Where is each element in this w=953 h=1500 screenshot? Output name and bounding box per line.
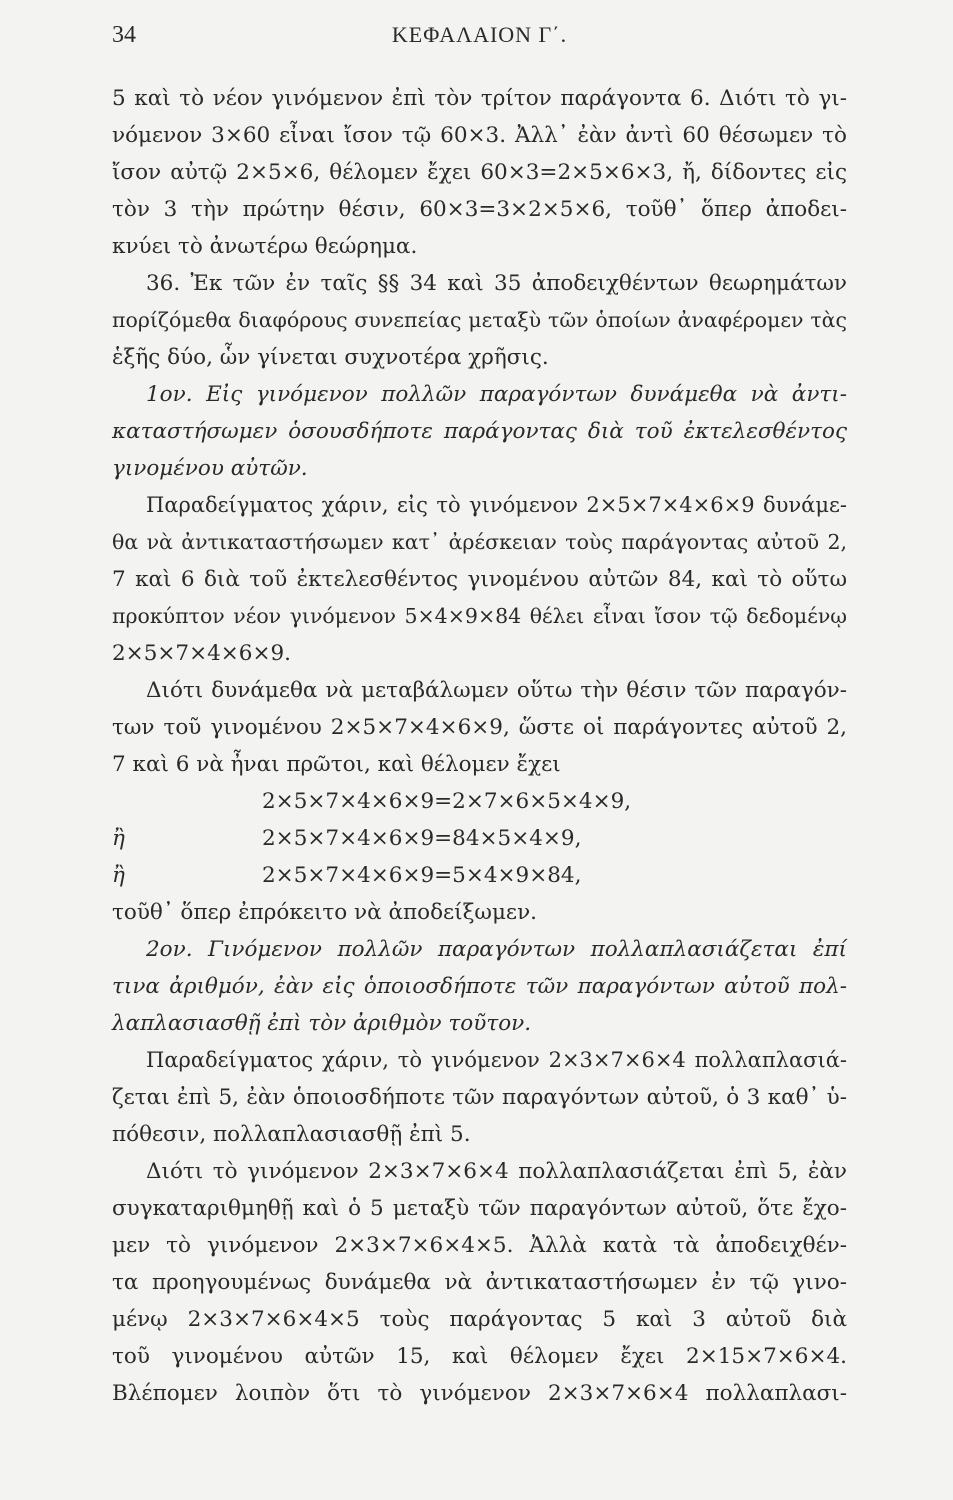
text-line: πορίζόμεθα διαφόρους συνεπείας μεταξὺ τῶν ὁποίων ἀναφέρομεν τὰς	[112, 308, 847, 332]
corollary-1-statement: 1ον. Εἰς γινόμενον πολλῶν παραγόντων δυνάμεθα νὰ ἀντι-	[146, 382, 847, 407]
text-line: 2×5×7×4×6×9.	[112, 641, 291, 666]
text-line: 7 καὶ 6 διὰ τοῦ ἐκτελεσθέντος γινομένου αὐτῶν 84, καὶ τὸ οὕτω	[112, 567, 847, 592]
text-line: νόμενον 3×60 εἶναι ἴσον τῷ 60×3. Ἀλλ᾽ ἐὰν ἀντὶ 60 θέσωμεν τὸ	[112, 123, 847, 148]
corollary-2-statement: λαπλασιασθῇ ἐπὶ τὸν ἀριθμὸν τοῦτον.	[112, 1011, 532, 1036]
text-line: τα προηγουμένως δυνάμεθα νὰ ἀντικαταστήσωμεν ἐν τῷ γινο-	[112, 1270, 847, 1295]
text-line: Διότι τὸ γινόμενον 2×3×7×6×4 πολλαπλασιάζεται ἐπὶ 5, ἐὰν	[146, 1159, 847, 1184]
text-line: Διότι δυνάμεθα νὰ μεταβάλωμεν οὕτω τὴν θέσιν τῶν παραγόν-	[146, 678, 847, 703]
text-line: 5 καὶ τὸ νέον γινόμενον ἐπὶ τὸν τρίτον παράγοντα 6. Διότι τὸ γι-	[112, 86, 847, 111]
text-line: τοῦθ᾽ ὅπερ ἐπρόκειτο νὰ ἀποδείξωμεν.	[112, 900, 537, 925]
body-text	[112, 80, 847, 1412]
text-line: ἴσον αὐτῷ 2×5×6, θέλομεν ἔχει 60×3=2×5×6×3, ἤ, δίδοντες εἰς	[112, 160, 847, 185]
equation: 2×5×7×4×6×9=2×7×6×5×4×9,	[262, 789, 632, 814]
text-line: κνύει τὸ ἀνωτέρω θεώρημα.	[112, 234, 418, 259]
text-line: τοῦ γινομένου αὐτῶν 15, καὶ θέλομεν ἔχει 2×15×7×6×4.	[112, 1344, 847, 1369]
corollary-1-statement: καταστήσωμεν ὁσουσδήποτε παράγοντας διὰ τοῦ ἐκτελεσθέντος	[112, 419, 847, 444]
equation-line	[112, 820, 847, 857]
text-line: μεν τὸ γινόμενον 2×3×7×6×4×5. Ἀλλὰ κατὰ τὰ ἀποδειχθέν-	[112, 1233, 847, 1258]
text-line: Παραδείγματος χάριν, τὸ γινόμενον 2×3×7×6×4 πολλαπλασιά-	[146, 1048, 847, 1072]
corollary-1-statement: γινομένου αὐτῶν.	[112, 456, 308, 481]
text-line: προκύπτον νέον γινόμενον 5×4×9×84 θέλει εἶναι ἴσον τῷ δεδομένῳ	[112, 604, 847, 628]
text-line: τὸν 3 τὴν πρώτην θέσιν, 60×3=3×2×5×6, τοῦθ᾽ ὅπερ ἀποδει-	[112, 197, 847, 222]
section-36-heading-line: 36. Ἐκ τῶν ἐν ταῖς §§ 34 καὶ 35 ἀποδειχθέντων θεωρημάτων	[146, 271, 847, 296]
equation: 2×5×7×4×6×9=84×5×4×9,	[262, 826, 582, 851]
text-line: 7 καὶ 6 νὰ ἦναι πρῶτοι, καὶ θέλομεν ἔχει	[112, 752, 561, 777]
text-line: Παραδείγματος χάριν, εἰς τὸ γινόμενον 2×5×7×4×6×9 δυνάμε-	[146, 493, 847, 517]
equation-line	[112, 783, 847, 820]
equation-line	[112, 857, 847, 894]
text-line: ζεται ἐπὶ 5, ἐὰν ὁποιοσδήποτε τῶν παραγόντων αὐτοῦ, ὁ 3 καθ᾽ ὑ-	[112, 1085, 847, 1110]
page-number: 34	[112, 22, 136, 48]
corollary-2-statement: 2ον. Γινόμενον πολλῶν παραγόντων πολλαπλασιάζεται ἐπί	[146, 937, 847, 962]
equation: 2×5×7×4×6×9=5×4×9×84,	[262, 863, 582, 888]
equation-conjunction: ἢ	[112, 826, 125, 851]
text-line: των τοῦ γινομένου 2×5×7×4×6×9, ὥστε οἱ παράγοντες αὐτοῦ 2,	[112, 715, 847, 740]
text-line: θα νὰ ἀντικαταστήσωμεν κατ᾽ ἀρέσκειαν τοὺς παράγοντας αὐτοῦ 2,	[112, 530, 847, 554]
text-line: μένῳ 2×3×7×6×4×5 τοὺς παράγοντας 5 καὶ 3 αὐτοῦ διὰ	[112, 1307, 847, 1332]
running-title: ΚΕΦΑΛΑΙΟΝ Γ΄.	[391, 22, 568, 47]
text-line: συγκαταριθμηθῇ καὶ ὁ 5 μεταξὺ τῶν παραγόντων αὐτοῦ, ὅτε ἔχο-	[112, 1196, 847, 1221]
page-header	[112, 22, 847, 56]
text-line: πόθεσιν, πολλαπλασιασθῇ ἐπὶ 5.	[112, 1122, 471, 1147]
text-line: Βλέπομεν λοιπὸν ὅτι τὸ γινόμενον 2×3×7×6×4 πολλαπλασι-	[112, 1381, 847, 1406]
equation-conjunction: ἢ	[112, 863, 125, 888]
text-line: ἑξῆς δύο, ὧν γίνεται συχνοτέρα χρῆσις.	[112, 345, 549, 370]
corollary-2-statement: τινα ἀριθμόν, ἐὰν εἰς ὁποιοσδήποτε τῶν παραγόντων αὐτοῦ πολ-	[112, 974, 847, 999]
